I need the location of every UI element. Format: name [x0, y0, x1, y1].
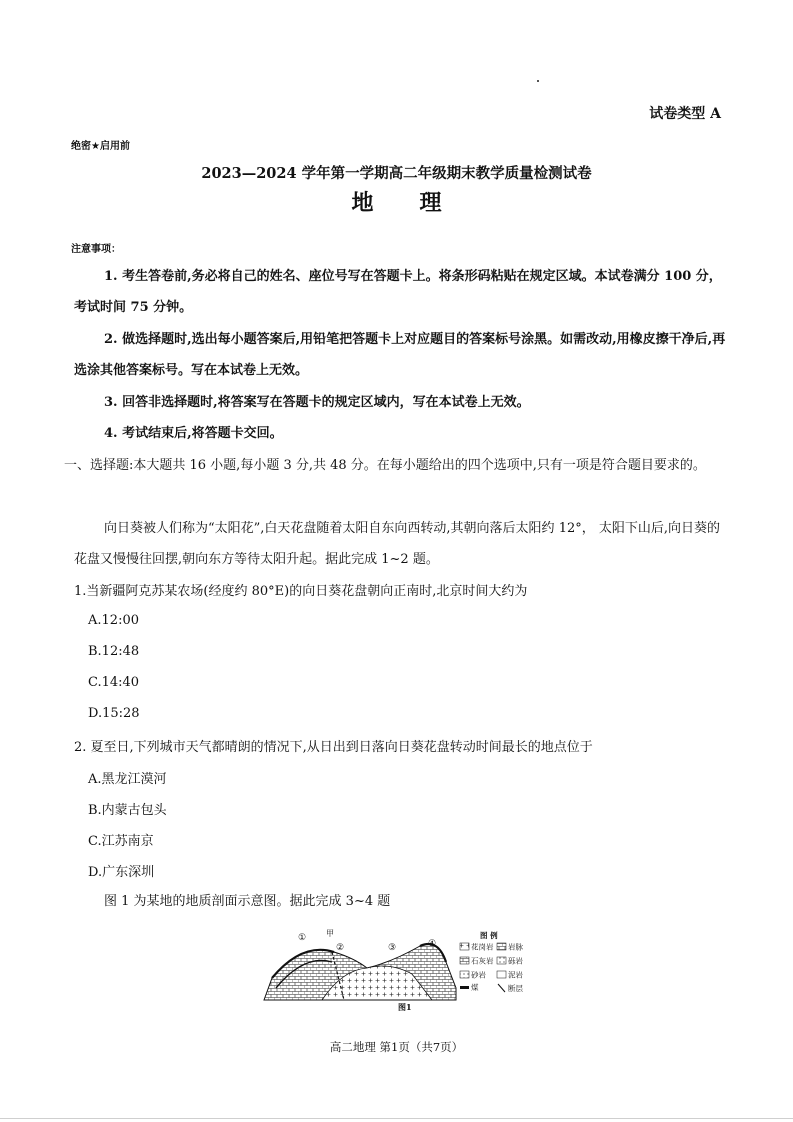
bottom-rule — [0, 1118, 793, 1119]
geologic-section-figure — [262, 928, 534, 1012]
legend-conglomerate: 砾岩 — [508, 956, 523, 966]
subject-title: 地理 — [351, 190, 488, 216]
q1-option-c: C.14:40 — [88, 675, 140, 690]
q1-option-d: D.15:28 — [88, 706, 140, 721]
q2-option-d: D.广东深圳 — [88, 865, 155, 880]
q2-option-c: C.江苏南京 — [88, 834, 154, 849]
legend-swatch-coal — [460, 986, 469, 989]
legend-title: 图 例 — [480, 931, 498, 940]
exam-title: 2023—2024 学年第一学期高二年级期末教学质量检测试卷 — [201, 165, 592, 182]
page-footer: 高二地理 第1页（共7页） — [329, 1040, 464, 1054]
point-1-label: ① — [298, 933, 307, 943]
figure-intro: 图 1 为某地的地质剖面示意图。据此完成 3~4 题 — [104, 894, 391, 909]
legend-fault: 断层 — [508, 984, 523, 993]
legend-coal: 煤 — [471, 983, 479, 992]
legend-granite: 花岗岩 — [471, 942, 494, 952]
note-item-2: 2. 做选择题时,选出每小题答案后,用铅笔把答题卡上对应题目的答案标号涂黑。如需改动,用橡皮擦干净后,再选涂其他答案标号。写在本试卷上无效。 — [74, 332, 726, 378]
exam-type-label: 试卷类型 A — [649, 106, 721, 122]
note-item-4: 4. 考试结束后,将答题卡交回。 — [104, 426, 283, 441]
point-4-label: ④ — [428, 939, 437, 949]
section-heading: 一、选择题:本大题共 16 小题,每小题 3 分,共 48 分。在每小题给出的四个选项中,只有一项是符合题目要求的。 — [64, 458, 706, 473]
passage-sunflower: 向日葵被人们称为“太阳花”,白天花盘随着太阳自东向西转动,其朝向落后太阳约 12°， 太阳下山后,向日葵的花盘又慢慢往回摆,朝向东方等待太阳升起。据此完成 1~2 题。 — [74, 521, 720, 567]
q2-option-a: A.黑龙江漠河 — [88, 772, 167, 787]
legend-swatch-mudstone — [497, 971, 506, 978]
legend-swatch-limestone — [460, 957, 469, 964]
q1-option-a: A.12:00 — [88, 613, 139, 628]
point-2-label: ② — [336, 943, 345, 953]
cross-section-drawing — [264, 944, 456, 1000]
note-item-1: 1. 考生答卷前,务必将自己的姓名、座位号写在答题卡上。将条形码粘贴在规定区域。本试卷满分 100 分，考试时间 75 分钟。 — [74, 269, 722, 315]
question-2-stem: 2. 夏至日,下列城市天气都晴朗的情况下,从日出到日落向日葵花盘转动时间最长的地点位于 — [74, 740, 593, 755]
legend-limestone: 石灰岩 — [471, 956, 494, 966]
legend-swatch-granite — [460, 943, 469, 950]
point-3-label: ③ — [388, 943, 397, 953]
legend-swatch-sandstone — [460, 971, 469, 978]
q2-option-b: B.内蒙古包头 — [88, 803, 167, 818]
legend-swatch-fault — [498, 984, 505, 992]
q1-option-b: B.12:48 — [88, 644, 140, 659]
scan-speck — [537, 80, 539, 82]
legend-mudstone: 泥岩 — [508, 970, 523, 980]
legend-dike: 岩脉 — [508, 942, 523, 952]
legend-sandstone: 砂岩 — [471, 970, 486, 980]
confidential-mark: 绝密★启用前 — [71, 141, 130, 152]
legend-swatch-conglomerate — [497, 957, 506, 964]
notes-heading: 注意事项： — [71, 244, 121, 255]
label-jia: 甲 — [326, 929, 334, 938]
figure-caption: 图1 — [398, 1002, 412, 1012]
legend-swatch-dike — [497, 943, 506, 950]
legend — [460, 930, 523, 993]
note-item-3: 3. 回答非选择题时,将答案写在答题卡的规定区域内，写在本试卷上无效。 — [104, 395, 530, 410]
question-1-stem: 1.当新疆阿克苏某农场(经度约 80°E)的向日葵花盘朝向正南时,北京时间大约为 — [74, 584, 528, 599]
